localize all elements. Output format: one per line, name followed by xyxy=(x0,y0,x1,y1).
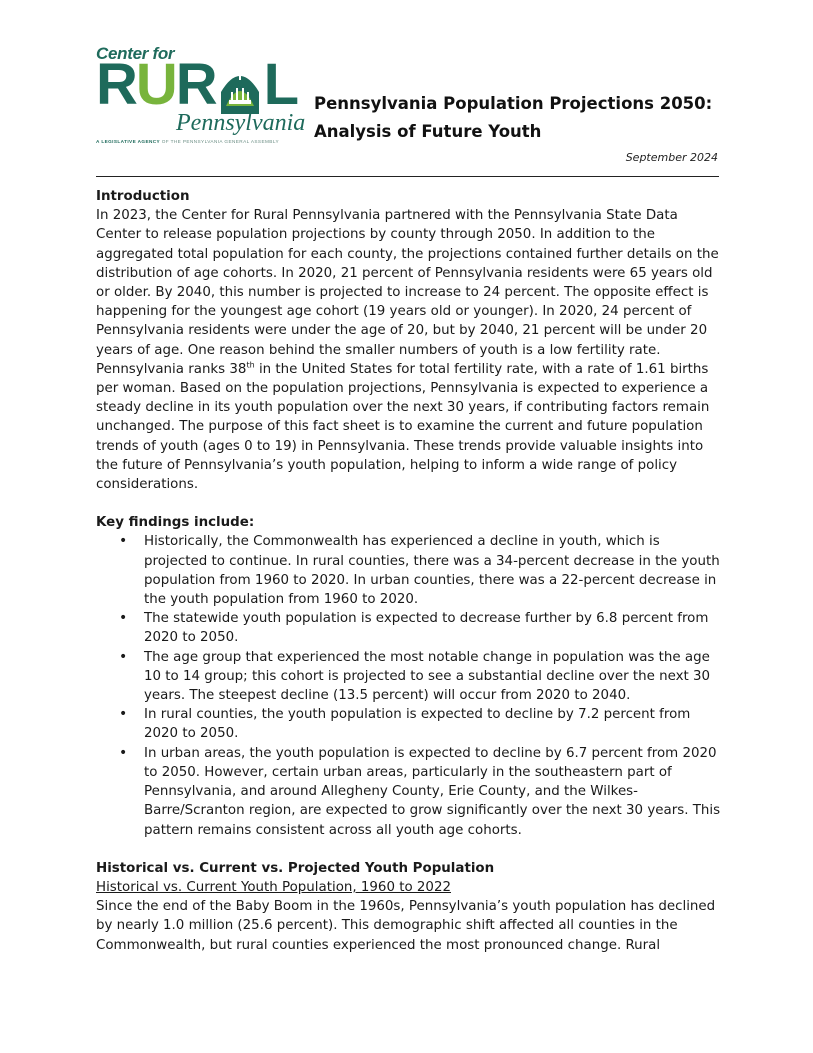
document-title xyxy=(314,90,734,146)
logo-pennsylvania-text: Pennsylvania xyxy=(176,110,306,136)
header-divider xyxy=(96,176,719,177)
finding-item: • The statewide youth population is expected to decrease further by 6.8 percent from 2020 to 2050. xyxy=(144,609,722,647)
title-line-1: Pennsylvania Population Projections 2050: xyxy=(314,94,713,113)
intro-text-part-1: In 2023, the Center for Rural Pennsylvania partnered with the Pennsylvania State Data Center to release population projections by county through 2050. In addition to the aggregated total population for each county, the projections contained further details on the distribution of age cohorts. In 2020, 21 percent of Pennsylvania residents were 65 years old or older. By 2040, this number is projected to increase to 24 percent. The opposite effect is happening for the youngest age cohort (19 years old or younger). In 2020, 24 percent of Pennsylvania residents were under the age of 20, but by 2040, 21 percent will be under 20 years of age. One reason behind the smaller numbers of youth is a low fertility rate. Pennsylvania ranks 38 xyxy=(96,208,719,377)
spacer xyxy=(96,840,722,859)
finding-item: • Historically, the Commonwealth has experienced a decline in youth, which is projected to continue. In rural counties, there was a 34-percent decrease in the youth population from 1960 to 2020. In urban counties, there was a 22-percent decrease in the youth population from 1960 to 2020. xyxy=(144,532,722,609)
logo-center-for-text: Center for xyxy=(96,44,175,63)
finding-item: • The age group that experienced the most notable change in population was the age 10 to 14 group; this cohort is projected to see a substantial decline over the next 30 years. The steepest decline (13.5 percent) will occur from 2020 to 2040. xyxy=(144,648,722,706)
logo-tagline xyxy=(96,139,279,144)
title-line-2: Analysis of Future Youth xyxy=(314,122,542,141)
introduction-paragraph xyxy=(96,206,722,494)
intro-text-part-2: in the United States for total fertility rate, with a rate of 1.61 births per woman. Based on the population projections, Pennsylvania is expected to experience a steady decline in its youth population over the next 30 years, if contributing factors remain unchanged. The purpose of this fact sheet is to examine the current and future population trends of youth (ages 0 to 19) in Pennsylvania. These trends provide valuable insights into the future of Pennsylvania’s youth population, helping to inform a wide range of policy considerations. xyxy=(96,361,710,493)
introduction-heading: Introduction xyxy=(96,189,190,204)
logo-letter-r1: R xyxy=(96,52,136,117)
finding-item: • In rural counties, the youth population is expected to decline by 7.2 percent from 2020 to 2050. xyxy=(144,705,722,743)
historical-section-heading: Historical vs. Current vs. Projected Youth Population xyxy=(96,860,495,876)
key-findings-heading: Key findings include: xyxy=(96,515,255,531)
finding-item: • In urban areas, the youth population is expected to decline by 6.7 percent from 2020 to 2050. However, certain urban areas, particularly in the southeastern part of Pennsylvania, and around Allegheny County, Erie County, and the Wilkes-Barre/Scranton region, are expected to grow significantly over the next 30 years. This pattern remains consistent across all youth age cohorts. xyxy=(144,744,722,840)
document-body xyxy=(96,187,722,955)
logo-letter-r2: R xyxy=(175,52,216,117)
spacer xyxy=(96,494,722,513)
capitol-dome-icon xyxy=(217,62,263,114)
historical-subheading: Historical vs. Current Youth Population, 1960 to 2022 xyxy=(96,879,451,895)
logo-letter-l: L xyxy=(263,52,298,117)
logo-letter-u: U xyxy=(135,52,176,117)
publication-date: September 2024 xyxy=(625,151,718,164)
logo-tagline-rest: OF THE PENNSYLVANIA GENERAL ASSEMBLY xyxy=(161,139,280,144)
center-for-rural-pennsylvania-logo xyxy=(96,44,306,148)
key-findings-list xyxy=(96,532,722,839)
logo-tagline-bold: A LEGISLATIVE AGENCY xyxy=(96,139,160,144)
historical-paragraph: Since the end of the Baby Boom in the 1960s, Pennsylvania’s youth population has declined by nearly 1.0 million (25.6 percent). This demographic shift affected all counties in the Commonwealth, but rural counties experienced the most pronounced change. Rural xyxy=(96,899,716,953)
ordinal-superscript: th xyxy=(246,360,255,370)
